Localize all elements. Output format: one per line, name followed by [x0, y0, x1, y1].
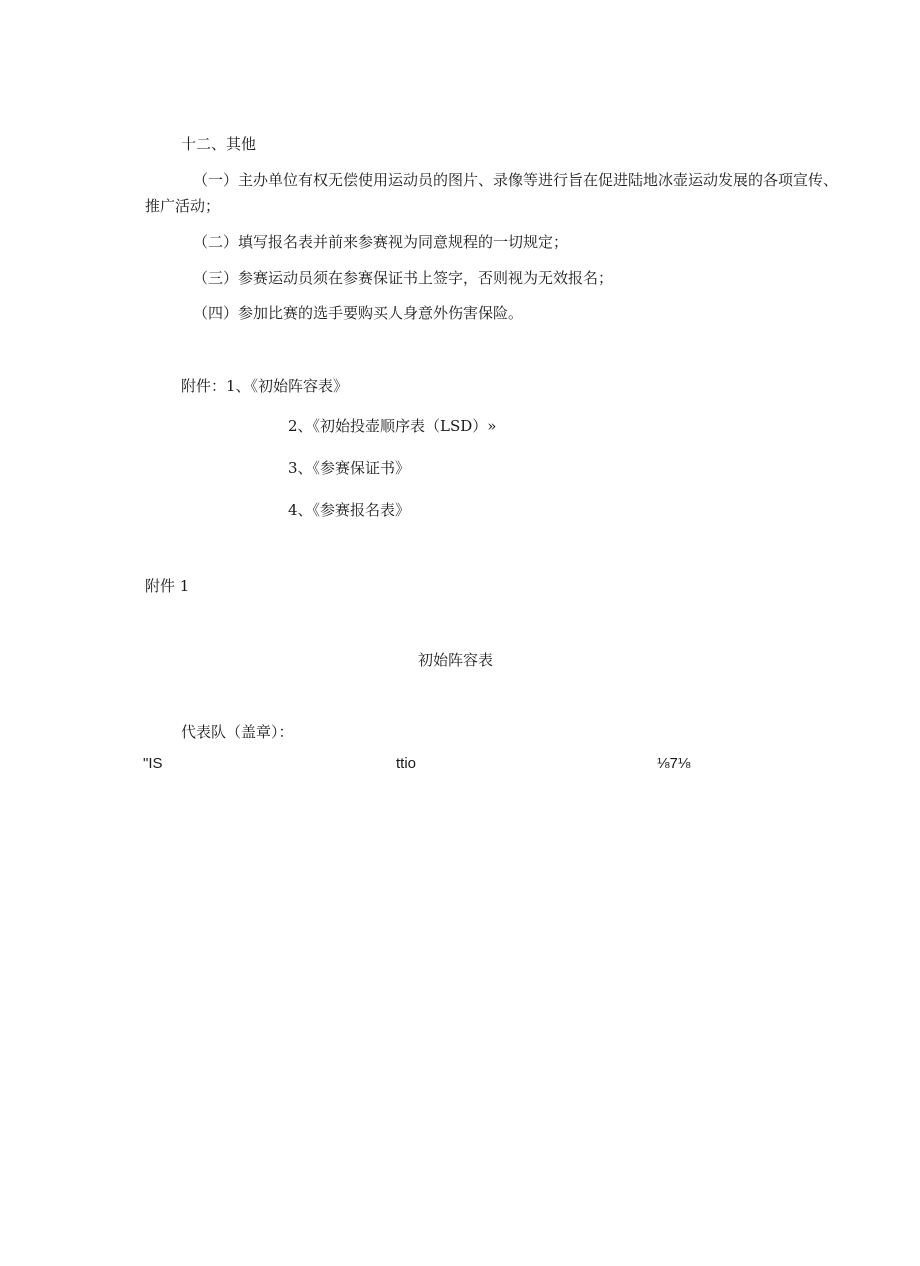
- attachment-item: 3、《参赛保证书》: [288, 459, 411, 477]
- team-label: 代表队（盖章）：: [181, 723, 294, 741]
- item-3: （三）参赛运动员须在参赛保证书上签字，否则视为无效报名；: [193, 269, 614, 287]
- item-1-line-1: （一）主办单位有权无偿使用运动员的图片、录像等进行旨在促进陆地冰壶运动发展的各项宣传、: [193, 171, 839, 189]
- attachment-item: 1、《初始阵容表》: [226, 377, 349, 395]
- attachments-label: 附件：: [181, 377, 227, 395]
- table-header-cell: "IS: [143, 755, 163, 772]
- table-header-cell: ttio: [396, 755, 417, 772]
- item-4: （四）参加比赛的选手要购买人身意外伤害保险。: [193, 304, 524, 322]
- item-2: （二）填写报名表并前来参赛视为同意规程的一切规定；: [193, 233, 569, 251]
- appendix-label: 附件 1: [145, 577, 190, 595]
- table-header-cell: ⅛7⅛: [657, 755, 691, 772]
- attachment-item: 4、《参赛报名表》: [288, 501, 411, 519]
- section-heading: 十二、其他: [181, 135, 257, 153]
- attachment-item: 2、《初始投壶顺序表（LSD）»: [288, 417, 497, 435]
- appendix-title: 初始阵容表: [418, 651, 494, 669]
- attachments-list: [181, 376, 348, 396]
- item-1-line-2: 推广活动；: [145, 197, 221, 215]
